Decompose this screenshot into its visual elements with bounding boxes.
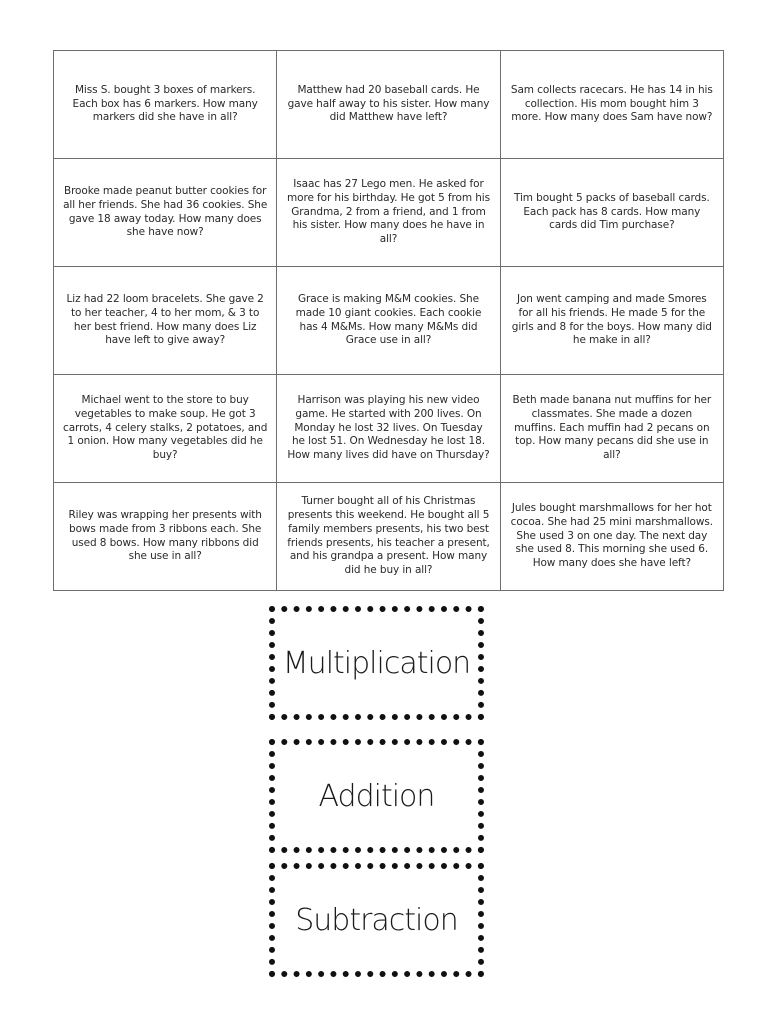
multiplication-label-box — [269, 606, 484, 720]
problem-card: Grace is making M&M cookies. She made 10 giant cookies. Each cookie has 4 M&Ms. How many M&Ms did Grace use in all? — [277, 267, 500, 375]
problem-card: Liz had 22 loom bracelets. She gave 2 to her teacher, 4 to her mom, & 3 to her best friend. How many does Liz have left to give away? — [54, 267, 277, 375]
problem-card: Isaac has 27 Lego men. He asked for more for his birthday. He got 5 from his Grandma, 2 from a friend, and 1 from his sister. How many does he have in all? — [277, 159, 500, 267]
problem-card: Miss S. bought 3 boxes of markers. Each box has 6 markers. How many markers did she have in all? — [54, 51, 277, 159]
multiplication-label: Multiplication — [282, 645, 471, 681]
problem-card: Tim bought 5 packs of baseball cards. Each pack has 8 cards. How many cards did Tim purchase? — [500, 159, 723, 267]
addition-label-box — [269, 739, 484, 853]
table-row — [54, 375, 724, 483]
problem-card: Michael went to the store to buy vegetables to make soup. He got 3 carrots, 4 celery stalks, 2 potatoes, and 1 onion. How many vegetables did he buy? — [54, 375, 277, 483]
subtraction-label-box — [269, 863, 484, 977]
problem-card: Sam collects racecars. He has 14 in his collection. His mom bought him 3 more. How many does Sam have now? — [500, 51, 723, 159]
table-row — [54, 483, 724, 591]
table-row — [54, 51, 724, 159]
problem-card: Matthew had 20 baseball cards. He gave half away to his sister. How many did Matthew have left? — [277, 51, 500, 159]
problem-card: Turner bought all of his Christmas presents this weekend. He bought all 5 family members presents, his two best friends presents, his teacher a present, and his grandpa a present. How many did he buy in all? — [277, 483, 500, 591]
table-row — [54, 159, 724, 267]
problem-card: Harrison was playing his new video game. He started with 200 lives. On Monday he lost 32 lives. On Tuesday he lost 51. On Wednesday he lost 18. How many lives did have on Thursday? — [277, 375, 500, 483]
subtraction-label: Subtraction — [295, 902, 458, 938]
problem-card: Beth made banana nut muffins for her classmates. She made a dozen muffins. Each muffin had 2 pecans on top. How many pecans did she use in all? — [500, 375, 723, 483]
table-row — [54, 267, 724, 375]
problem-card: Jules bought marshmallows for her hot cocoa. She had 25 mini marshmallows. She used 3 on one day. The next day she used 8. This morning she used 6. How many does she have left? — [500, 483, 723, 591]
addition-label: Addition — [318, 778, 435, 814]
problem-card: Jon went camping and made Smores for all his friends. He made 5 for the girls and 8 for the boys. How many did he make in all? — [500, 267, 723, 375]
problem-card: Brooke made peanut butter cookies for all her friends. She had 36 cookies. She gave 18 away today. How many does she have now? — [54, 159, 277, 267]
word-problem-grid — [53, 50, 724, 591]
problem-card: Riley was wrapping her presents with bows made from 3 ribbons each. She used 8 bows. How many ribbons did she use in all? — [54, 483, 277, 591]
